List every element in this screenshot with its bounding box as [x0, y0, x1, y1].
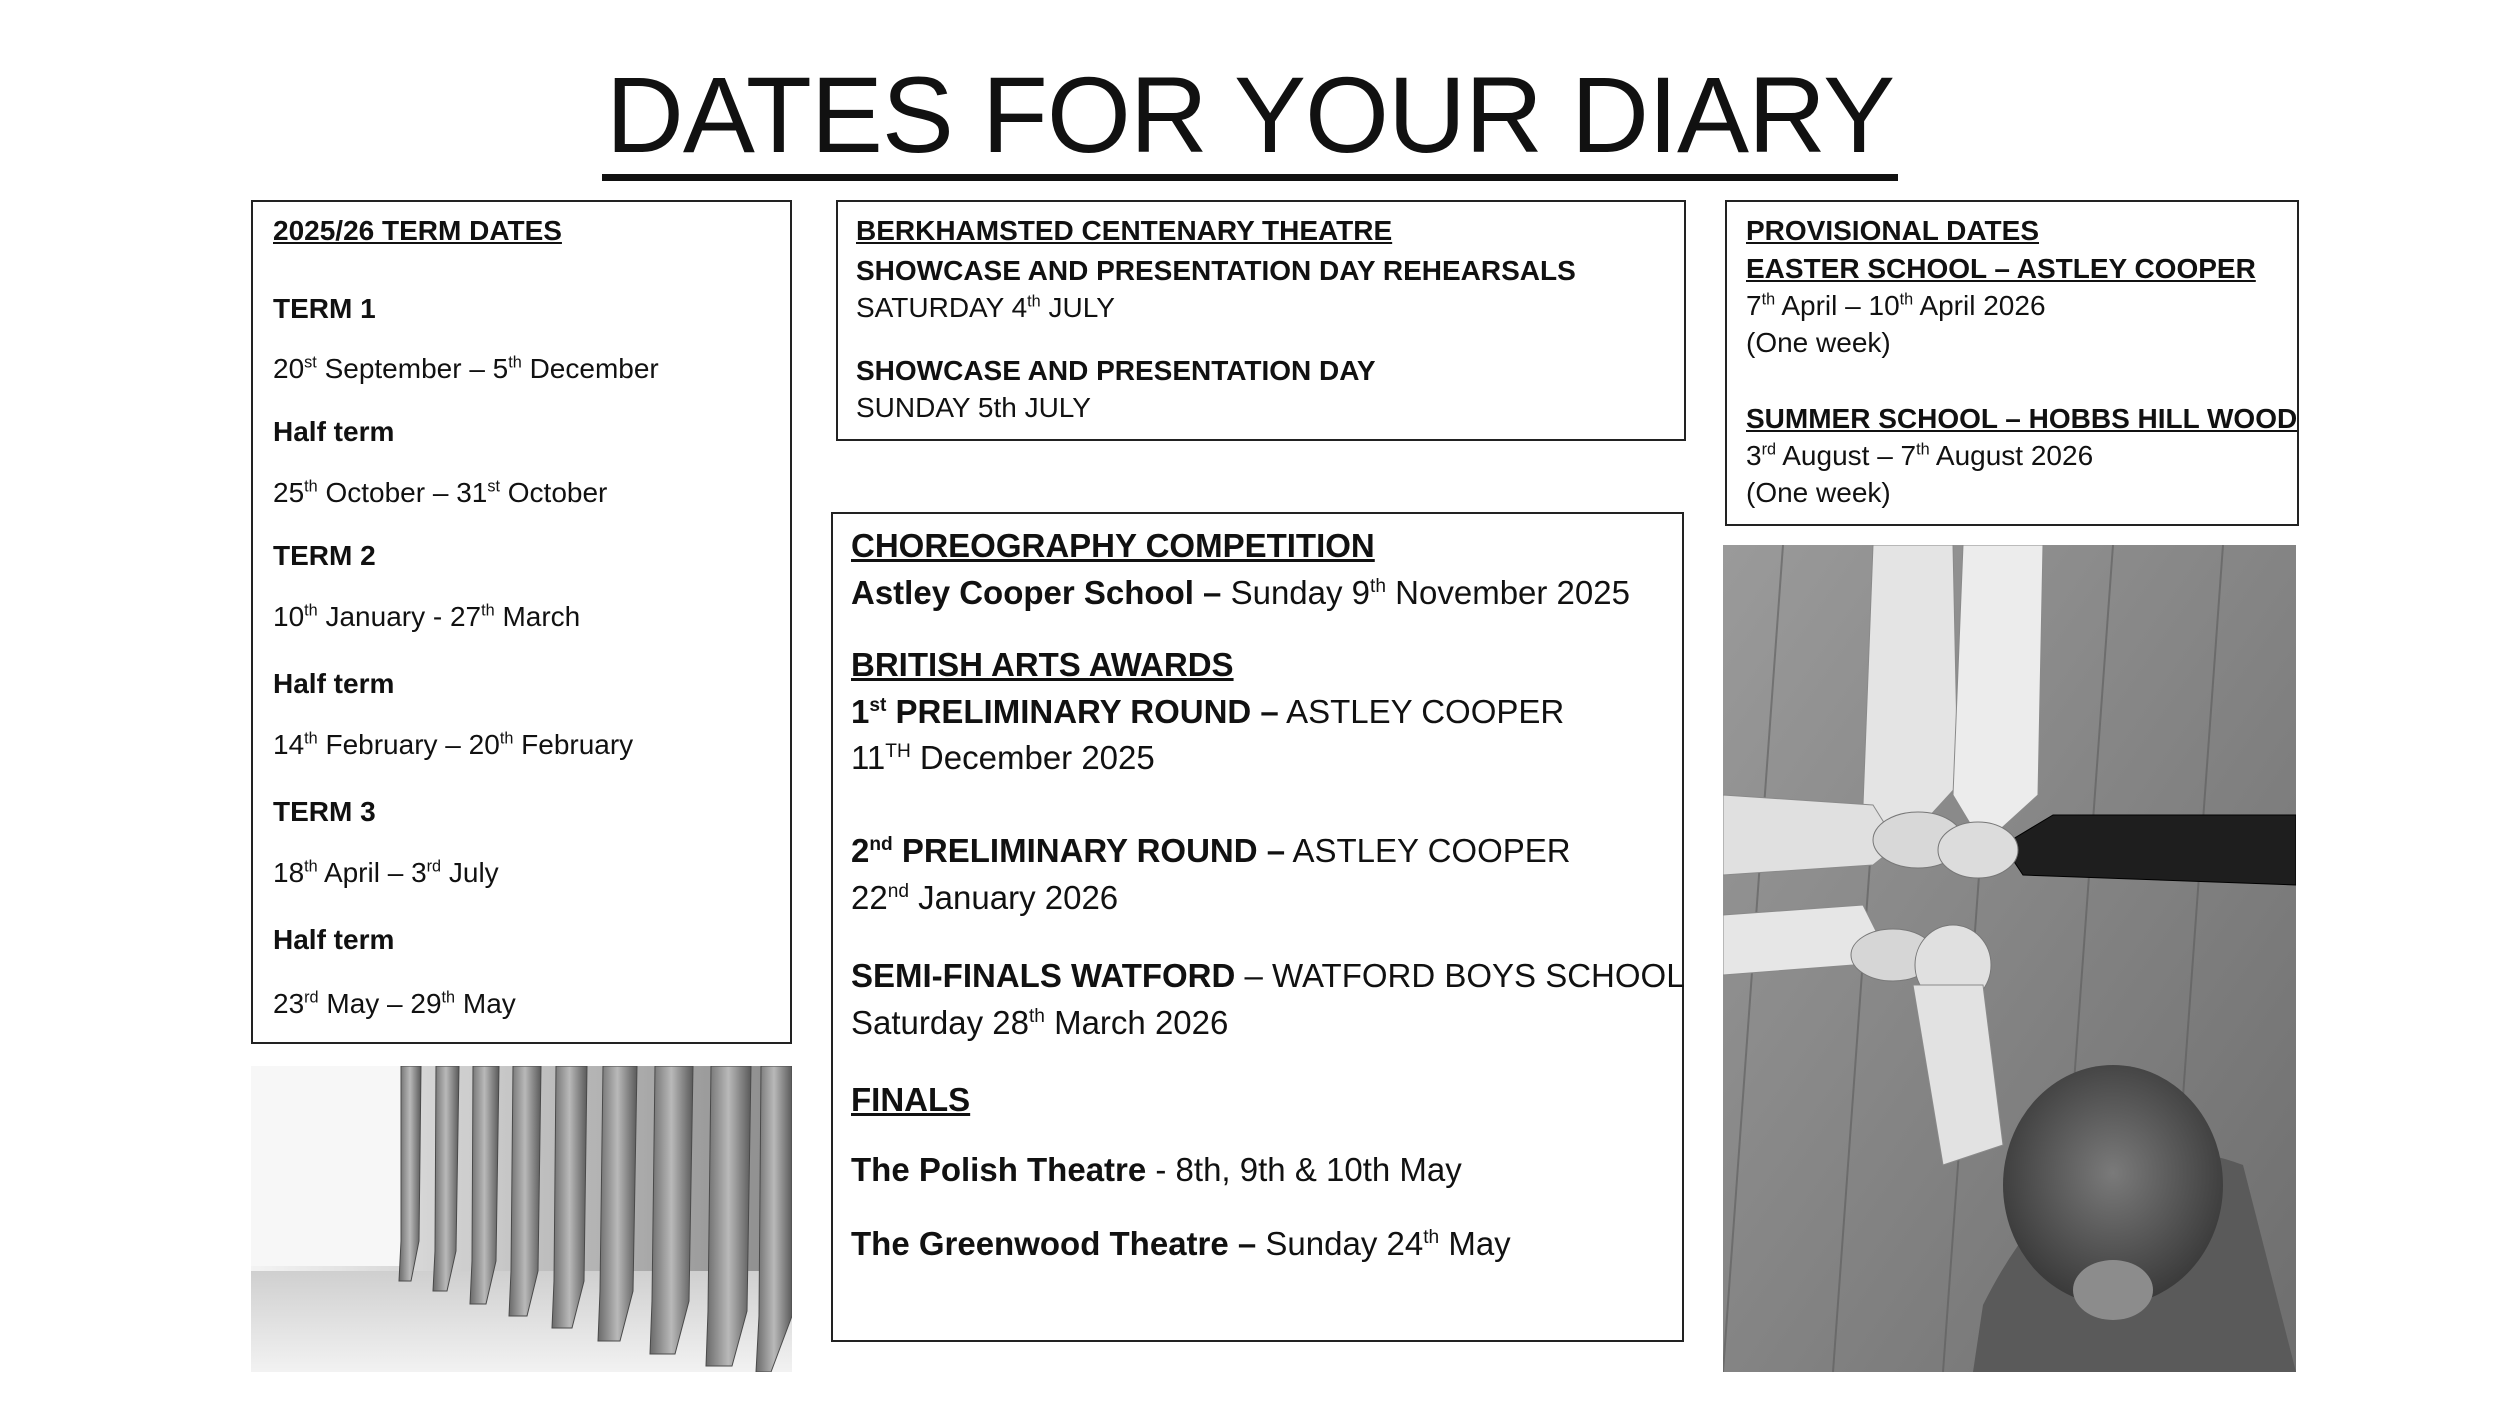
summer-heading: SUMMER SCHOOL – HOBBS HILL WOOD: [1746, 403, 2298, 434]
berkhamsted-box: [836, 200, 1686, 441]
summer-dates: 3rd August – 7th August 2026: [1746, 440, 2094, 471]
easter-heading: EASTER SCHOOL – ASTLEY COOPER: [1746, 253, 2256, 284]
semis-date: Saturday 28th March 2026: [851, 1004, 1229, 1041]
term-dates-heading: 2025/26 TERM DATES: [273, 215, 562, 246]
choreography-detail: Astley Cooper School – Sunday 9th November 2025: [851, 574, 1630, 611]
round1-date: 11TH December 2025: [851, 739, 1155, 776]
term-dates-box: [251, 200, 792, 1044]
term3-label: TERM 3: [273, 796, 376, 827]
semis-line: SEMI-FINALS WATFORD – WATFORD BOYS SCHOOL: [851, 957, 1685, 994]
round2-date: 22nd January 2026: [851, 879, 1119, 916]
term2-label: TERM 2: [273, 540, 376, 571]
polish-line: The Polish Theatre - 8th, 9th & 10th May: [851, 1151, 1462, 1188]
half-term1-label: Half term: [273, 416, 395, 447]
ballet-feet-circle-photo: [1723, 545, 2296, 1372]
provisional-dates-box: [1725, 200, 2299, 526]
term1-dates: 20st September – 5th December: [273, 353, 659, 384]
greenwood-line: The Greenwood Theatre – Sunday 24th May: [851, 1225, 1511, 1262]
round1-line: 1st PRELIMINARY ROUND – ASTLEY COOPER: [851, 693, 1565, 730]
half-term3-dates: 23rd May – 29th May: [273, 988, 516, 1019]
half-term2-label: Half term: [273, 668, 395, 699]
showcase-label: SHOWCASE AND PRESENTATION DAY: [856, 355, 1376, 386]
choreography-heading: CHOREOGRAPHY COMPETITION: [851, 527, 1375, 564]
term3-dates: 18th April – 3rd July: [273, 857, 499, 888]
rehearsals-date: SATURDAY 4th JULY: [856, 292, 1115, 323]
round2-line: 2nd PRELIMINARY ROUND – ASTLEY COOPER: [851, 832, 1571, 869]
half-term1-dates: 25th October – 31st October: [273, 477, 608, 508]
berkhamsted-heading: BERKHAMSTED CENTENARY THEATRE: [856, 215, 1393, 246]
page-title-wrap: [0, 54, 2500, 181]
easter-dates: 7th April – 10th April 2026: [1746, 290, 2046, 321]
term2-dates: 10th January - 27th March: [273, 601, 581, 632]
finals-heading: FINALS: [851, 1081, 971, 1118]
term1-label: TERM 1: [273, 293, 376, 324]
showcase-date: SUNDAY 5th JULY: [856, 392, 1091, 423]
page-title: DATES FOR YOUR DIARY: [602, 60, 1898, 181]
competition-box: [831, 512, 1684, 1342]
summer-duration: (One week): [1746, 477, 1891, 508]
half-term3-label: Half term: [273, 924, 395, 955]
awards-heading: BRITISH ARTS AWARDS: [851, 646, 1234, 683]
pointe-shoes-photo: [251, 1066, 792, 1372]
provisional-heading: PROVISIONAL DATES: [1746, 215, 2040, 246]
rehearsals-label: SHOWCASE AND PRESENTATION DAY REHEARSALS: [856, 255, 1576, 286]
half-term2-dates: 14th February – 20th February: [273, 729, 634, 760]
easter-duration: (One week): [1746, 327, 1891, 358]
